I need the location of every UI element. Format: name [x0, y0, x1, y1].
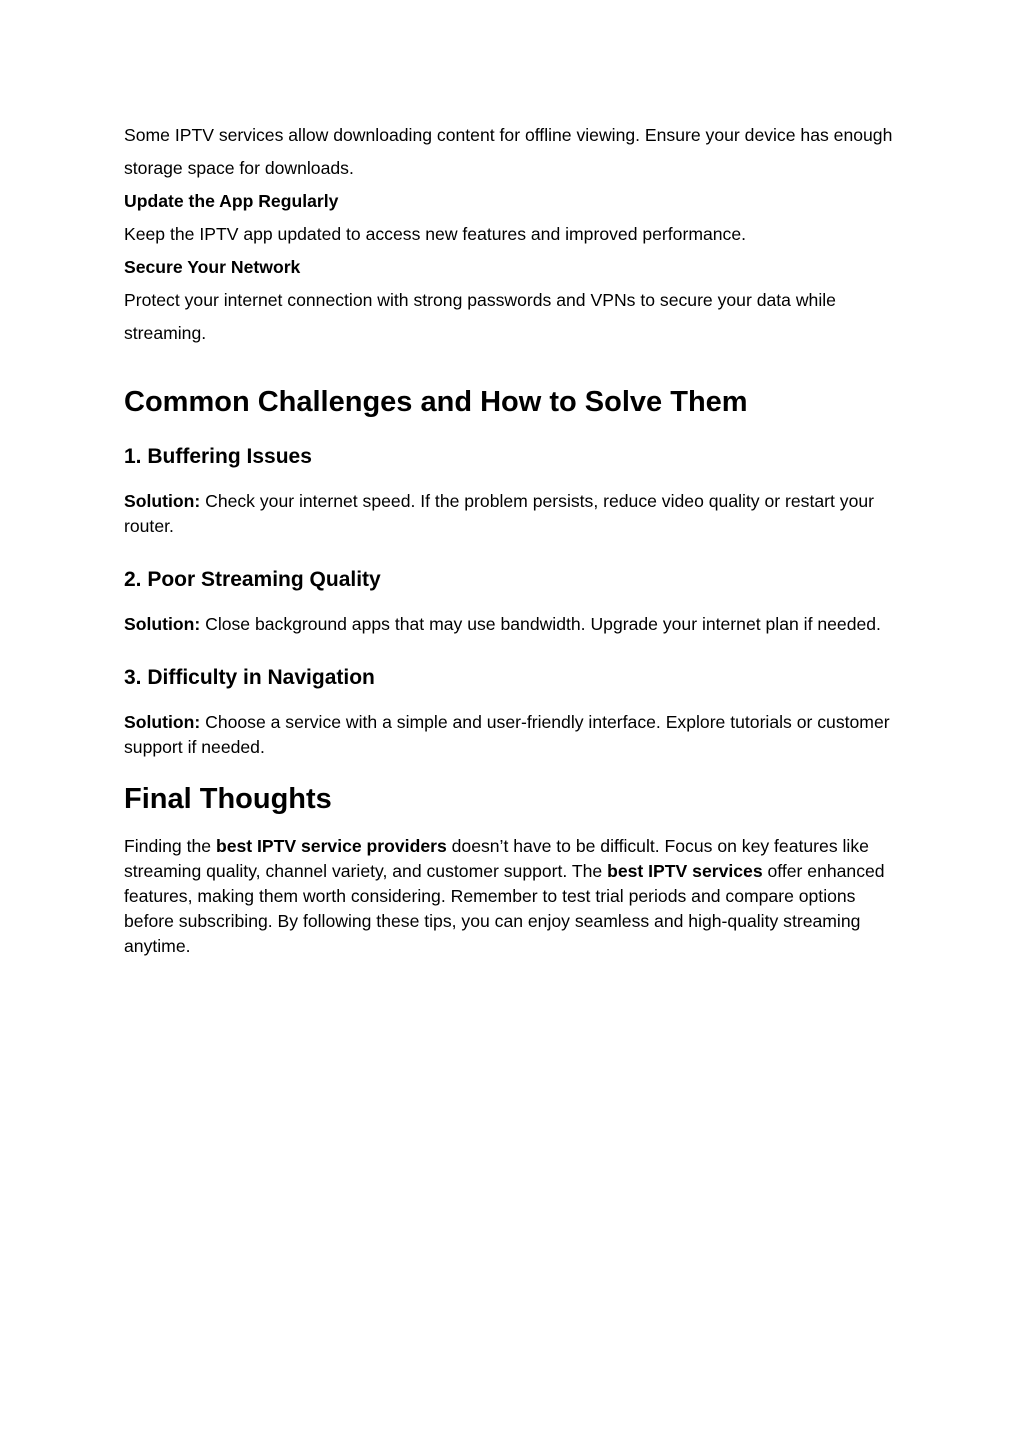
- challenge-solution: [124, 612, 904, 637]
- final-bold-2: best IPTV services: [607, 861, 763, 881]
- secure-network-paragraph: Protect your internet connection with strong passwords and VPNs to secure your data while streaming.: [124, 290, 836, 343]
- document-page: [124, 119, 904, 959]
- final-thoughts-heading: Final Thoughts: [124, 783, 332, 815]
- final-text-1: Finding the: [124, 836, 216, 856]
- final-text-2: doesn’t have to be difficult. Focus on key features like streaming quality, channel variety, and customer support. The: [124, 836, 869, 881]
- challenge-solution: [124, 489, 904, 539]
- challenge-navigation: [124, 664, 904, 760]
- challenge-solution: [124, 710, 904, 760]
- update-app-heading: Update the App Regularly: [124, 191, 339, 211]
- challenge-title: 3. Difficulty in Navigation: [124, 666, 375, 689]
- download-paragraph: Some IPTV services allow downloading content for offline viewing. Ensure your device has enough storage space for downloads.: [124, 125, 893, 178]
- solution-label: Solution:: [124, 491, 201, 511]
- solution-text: Close background apps that may use bandwidth. Upgrade your internet plan if needed.: [200, 614, 881, 634]
- solution-label: Solution:: [124, 712, 201, 732]
- update-app-paragraph: Keep the IPTV app updated to access new features and improved performance.: [124, 224, 747, 244]
- final-bold-1: best IPTV service providers: [215, 836, 447, 856]
- solution-label: Solution:: [124, 614, 201, 634]
- final-thoughts-paragraph: [124, 834, 904, 959]
- challenge-buffering: [124, 443, 904, 539]
- solution-text: Choose a service with a simple and user-friendly interface. Explore tutorials or customer support if needed.: [124, 712, 890, 757]
- challenge-title: 1. Buffering Issues: [124, 445, 312, 468]
- final-text-3: offer enhanced features, making them worth considering. Remember to test trial periods and compare options before subscribing. By following these tips, you can enjoy seamless and high-quality streaming anytime.: [124, 861, 885, 956]
- secure-network-heading: Secure Your Network: [124, 257, 301, 277]
- challenge-title: 2. Poor Streaming Quality: [124, 568, 381, 591]
- challenge-quality: [124, 566, 904, 637]
- challenges-heading: Common Challenges and How to Solve Them: [124, 386, 748, 418]
- solution-text: Check your internet speed. If the problem persists, reduce video quality or restart your router.: [124, 491, 874, 536]
